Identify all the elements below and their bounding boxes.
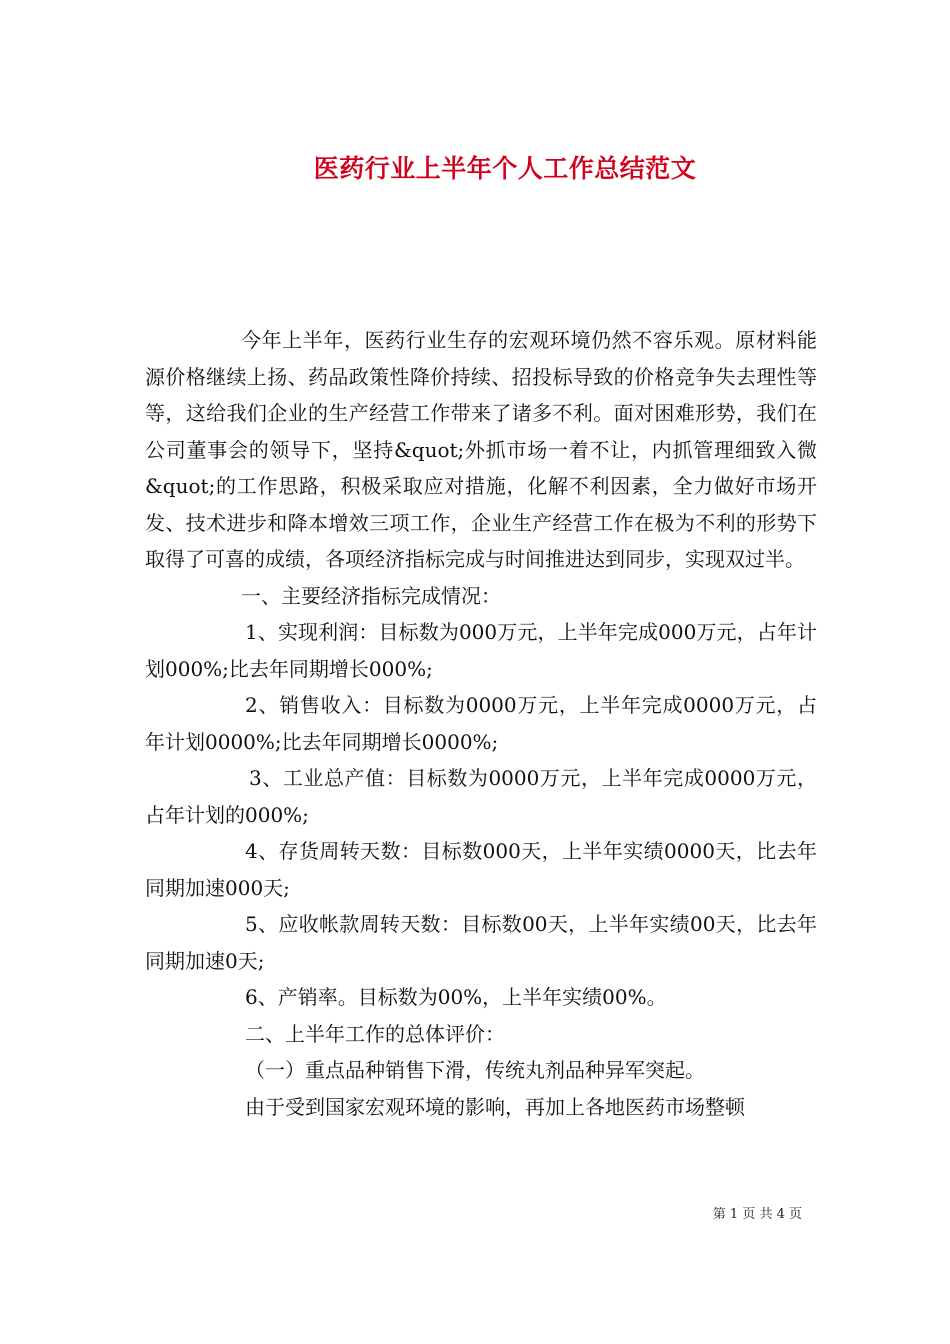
paragraph-intro: 今年上半年，医药行业生存的宏观环境仍然不容乐观。原材料能源价格继续上扬、药品政策性降价持续、招投标导致的价格竞争失去理性等等，这给我们企业的生产经营工作带来了诸多不利。面对困难形势，我们在公司董事会的领导下，坚持&quot;外抓市场一着不让，内抓管理细致入微&quot;的工作思路，积极采取应对措施，化解不利因素，全力做好市场开发、技术进步和降本增效三项工作，企业生产经营工作在极为不利的形势下取得了可喜的成绩，各项经济指标完成与时间推进达到同步，实现双过半。 [145,328,817,571]
page-indicator: 第 1 页 共 4 页 [712,1207,802,1222]
page-title: 医药行业上半年个人工作总结范文 [313,153,697,183]
list-item: 5、应收帐款周转天数：目标数00天，上半年实绩00天，比去年同期加速0天; [145,912,817,973]
paragraph-continued: 由于受到国家宏观环境的影响，再加上各地医药市场整顿 [245,1094,745,1119]
subsection-heading: （一）重点品种销售下滑，传统丸剂品种异军突起。 [245,1058,705,1082]
document-body [145,322,817,1125]
list-item: 4、存货周转天数：目标数000天，上半年实绩0000天，比去年同期加速000天; [145,839,817,900]
list-item: 2、销售收入：目标数为0000万元，上半年完成0000万元，占年计划0000%;比去年同期增长0000%; [145,693,817,754]
list-item: 3、工业总产值：目标数为0000万元，上半年完成0000万元，占年计划的000%; [145,766,817,827]
section-heading-1: 一、主要经济指标完成情况： [241,583,501,608]
section-heading-2: 二、上半年工作的总体评价： [245,1021,505,1046]
list-item: 1、实现利润：目标数为000万元，上半年完成000万元，占年计划000%;比去年同期增长000%; [145,620,817,681]
list-item: 6、产销率。目标数为00%，上半年实绩00%。 [245,985,667,1009]
